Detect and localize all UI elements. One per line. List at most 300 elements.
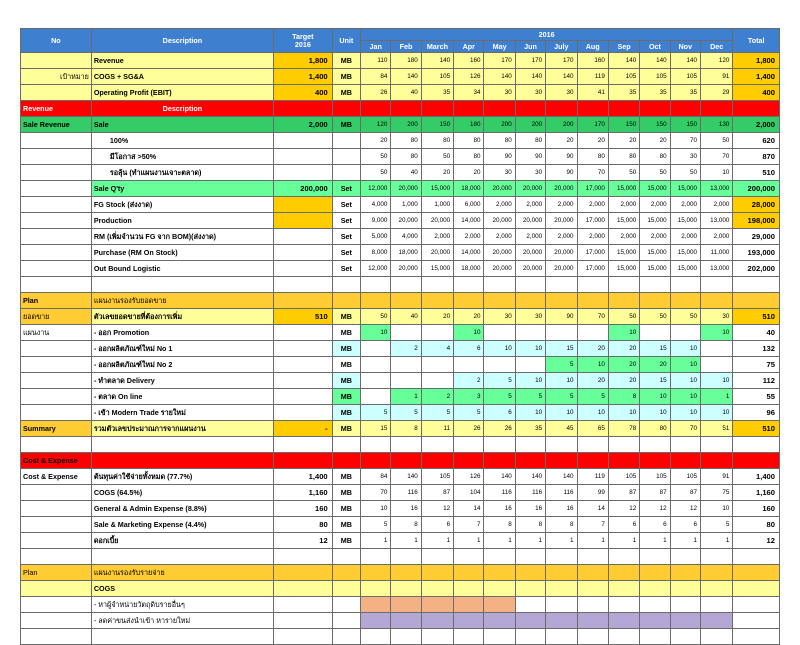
month-value-cell[interactable]: 18,000 bbox=[391, 245, 421, 261]
month-value-cell[interactable]: 10 bbox=[670, 357, 700, 373]
row-unit-cell[interactable] bbox=[332, 629, 360, 645]
row-total-cell[interactable]: 870 bbox=[733, 149, 780, 165]
month-value-cell[interactable]: 15,000 bbox=[608, 261, 639, 277]
month-value-cell[interactable] bbox=[391, 581, 421, 597]
month-value-cell[interactable]: 116 bbox=[391, 485, 421, 501]
row-description-cell[interactable]: - ออกผลิตภัณฑ์ใหม่ No 2 bbox=[91, 357, 273, 373]
month-value-cell[interactable] bbox=[484, 565, 515, 581]
month-value-cell[interactable] bbox=[515, 581, 545, 597]
month-value-cell[interactable] bbox=[670, 437, 700, 453]
month-value-cell[interactable] bbox=[515, 565, 545, 581]
row-unit-cell[interactable]: Set bbox=[332, 245, 360, 261]
row-target-cell[interactable] bbox=[273, 453, 332, 469]
month-value-cell[interactable]: 116 bbox=[546, 485, 577, 501]
row-target-cell[interactable] bbox=[273, 165, 332, 181]
row-unit-cell[interactable] bbox=[332, 565, 360, 581]
month-value-cell[interactable] bbox=[454, 437, 484, 453]
row-target-cell[interactable] bbox=[273, 613, 332, 629]
month-value-cell[interactable]: 91 bbox=[700, 69, 732, 85]
month-value-cell[interactable] bbox=[640, 597, 670, 613]
month-value-cell[interactable] bbox=[546, 565, 577, 581]
month-value-cell[interactable] bbox=[391, 453, 421, 469]
row-total-cell[interactable]: 112 bbox=[733, 373, 780, 389]
row-category-cell[interactable] bbox=[21, 197, 92, 213]
row-target-cell[interactable]: 510 bbox=[273, 309, 332, 325]
row-category-cell[interactable] bbox=[21, 405, 92, 421]
month-value-cell[interactable] bbox=[700, 613, 732, 629]
month-value-cell[interactable]: 10 bbox=[608, 405, 639, 421]
row-total-cell[interactable]: 202,000 bbox=[733, 261, 780, 277]
month-value-cell[interactable]: 10 bbox=[484, 341, 515, 357]
month-value-cell[interactable] bbox=[670, 277, 700, 293]
month-value-cell[interactable]: 20,000 bbox=[484, 245, 515, 261]
month-value-cell[interactable] bbox=[577, 277, 608, 293]
month-value-cell[interactable]: 87 bbox=[608, 485, 639, 501]
month-value-cell[interactable]: 15,000 bbox=[670, 245, 700, 261]
row-unit-cell[interactable]: Set bbox=[332, 197, 360, 213]
row-target-cell[interactable] bbox=[273, 277, 332, 293]
month-value-cell[interactable]: 20,000 bbox=[515, 261, 545, 277]
row-category-cell[interactable] bbox=[21, 373, 92, 389]
month-value-cell[interactable] bbox=[391, 101, 421, 117]
month-value-cell[interactable] bbox=[700, 357, 732, 373]
month-value-cell[interactable]: 50 bbox=[700, 133, 732, 149]
row-total-cell[interactable]: 620 bbox=[733, 133, 780, 149]
month-value-cell[interactable]: 10 bbox=[577, 405, 608, 421]
row-unit-cell[interactable]: MB bbox=[332, 341, 360, 357]
month-value-cell[interactable]: 15 bbox=[640, 373, 670, 389]
month-value-cell[interactable]: 5 bbox=[700, 517, 732, 533]
row-description-cell[interactable]: COGS (64.5%) bbox=[91, 485, 273, 501]
row-unit-cell[interactable]: MB bbox=[332, 389, 360, 405]
month-value-cell[interactable] bbox=[608, 597, 639, 613]
month-value-cell[interactable]: 35 bbox=[515, 421, 545, 437]
month-value-cell[interactable]: 116 bbox=[515, 485, 545, 501]
month-value-cell[interactable] bbox=[484, 277, 515, 293]
row-description-cell[interactable] bbox=[91, 453, 273, 469]
month-value-cell[interactable]: 80 bbox=[608, 149, 639, 165]
month-value-cell[interactable]: 15,000 bbox=[640, 181, 670, 197]
month-value-cell[interactable] bbox=[577, 437, 608, 453]
month-value-cell[interactable]: 4,000 bbox=[391, 229, 421, 245]
month-value-cell[interactable]: 140 bbox=[484, 69, 515, 85]
row-total-cell[interactable]: 510 bbox=[733, 309, 780, 325]
month-value-cell[interactable]: 10 bbox=[670, 405, 700, 421]
month-value-cell[interactable] bbox=[515, 293, 545, 309]
row-description-cell[interactable]: Sale Q'ty bbox=[91, 181, 273, 197]
row-category-cell[interactable] bbox=[21, 581, 92, 597]
month-value-cell[interactable] bbox=[700, 581, 732, 597]
month-value-cell[interactable]: 2,000 bbox=[515, 197, 545, 213]
row-target-cell[interactable]: 400 bbox=[273, 85, 332, 101]
month-value-cell[interactable]: 41 bbox=[577, 85, 608, 101]
row-description-cell[interactable]: Sale & Marketing Expense (4.4%) bbox=[91, 517, 273, 533]
month-value-cell[interactable]: 30 bbox=[670, 149, 700, 165]
month-value-cell[interactable]: 65 bbox=[577, 421, 608, 437]
month-value-cell[interactable]: 105 bbox=[608, 69, 639, 85]
row-total-cell[interactable]: 40 bbox=[733, 325, 780, 341]
row-unit-cell[interactable] bbox=[332, 133, 360, 149]
month-value-cell[interactable]: 5 bbox=[391, 405, 421, 421]
month-value-cell[interactable] bbox=[391, 277, 421, 293]
month-value-cell[interactable]: 11,000 bbox=[700, 245, 732, 261]
month-value-cell[interactable]: 7 bbox=[577, 517, 608, 533]
month-value-cell[interactable]: 2,000 bbox=[640, 229, 670, 245]
month-value-cell[interactable] bbox=[546, 293, 577, 309]
row-description-cell[interactable] bbox=[91, 629, 273, 645]
row-unit-cell[interactable]: MB bbox=[332, 117, 360, 133]
month-value-cell[interactable] bbox=[546, 453, 577, 469]
month-value-cell[interactable] bbox=[361, 389, 391, 405]
row-description-cell[interactable]: แผนงานรองรับยอดขาย bbox=[91, 293, 273, 309]
month-value-cell[interactable] bbox=[700, 437, 732, 453]
row-description-cell[interactable] bbox=[91, 549, 273, 565]
month-value-cell[interactable]: 3 bbox=[454, 389, 484, 405]
month-value-cell[interactable]: 6 bbox=[640, 517, 670, 533]
month-value-cell[interactable]: 15,000 bbox=[640, 245, 670, 261]
row-total-cell[interactable]: 2,000 bbox=[733, 117, 780, 133]
month-value-cell[interactable] bbox=[391, 373, 421, 389]
month-value-cell[interactable] bbox=[361, 341, 391, 357]
row-description-cell[interactable]: รอลุ้น (ทำแผนงานเจาะตลาด) bbox=[91, 165, 273, 181]
month-value-cell[interactable] bbox=[361, 613, 391, 629]
month-value-cell[interactable]: 1,000 bbox=[391, 197, 421, 213]
month-value-cell[interactable] bbox=[608, 437, 639, 453]
month-value-cell[interactable]: 6 bbox=[454, 341, 484, 357]
month-value-cell[interactable]: 35 bbox=[421, 85, 453, 101]
month-value-cell[interactable]: 20,000 bbox=[421, 245, 453, 261]
month-value-cell[interactable]: 50 bbox=[670, 309, 700, 325]
row-category-cell[interactable] bbox=[21, 85, 92, 101]
month-value-cell[interactable]: 140 bbox=[640, 53, 670, 69]
month-value-cell[interactable]: 1 bbox=[361, 533, 391, 549]
month-value-cell[interactable] bbox=[640, 613, 670, 629]
month-value-cell[interactable] bbox=[421, 453, 453, 469]
month-value-cell[interactable]: 12,000 bbox=[361, 181, 391, 197]
row-unit-cell[interactable] bbox=[332, 277, 360, 293]
row-total-cell[interactable] bbox=[733, 613, 780, 629]
row-unit-cell[interactable]: MB bbox=[332, 533, 360, 549]
row-total-cell[interactable] bbox=[733, 549, 780, 565]
row-target-cell[interactable]: 1,400 bbox=[273, 469, 332, 485]
month-value-cell[interactable]: 140 bbox=[515, 69, 545, 85]
row-description-cell[interactable]: Revenue bbox=[91, 53, 273, 69]
row-description-cell[interactable]: Sale bbox=[91, 117, 273, 133]
month-value-cell[interactable] bbox=[546, 629, 577, 645]
month-value-cell[interactable] bbox=[454, 629, 484, 645]
row-target-cell[interactable] bbox=[273, 549, 332, 565]
month-value-cell[interactable] bbox=[608, 277, 639, 293]
month-value-cell[interactable] bbox=[577, 293, 608, 309]
month-value-cell[interactable]: 200 bbox=[391, 117, 421, 133]
month-value-cell[interactable]: 2,000 bbox=[608, 229, 639, 245]
row-total-cell[interactable] bbox=[733, 581, 780, 597]
month-value-cell[interactable]: 170 bbox=[577, 117, 608, 133]
row-category-cell[interactable]: Revenue bbox=[21, 101, 92, 117]
month-value-cell[interactable] bbox=[454, 565, 484, 581]
month-value-cell[interactable]: 30 bbox=[546, 85, 577, 101]
month-value-cell[interactable] bbox=[700, 565, 732, 581]
month-value-cell[interactable] bbox=[640, 565, 670, 581]
row-category-cell[interactable] bbox=[21, 501, 92, 517]
row-total-cell[interactable]: 160 bbox=[733, 501, 780, 517]
month-value-cell[interactable]: 14 bbox=[454, 501, 484, 517]
month-value-cell[interactable]: 30 bbox=[515, 85, 545, 101]
month-value-cell[interactable]: 8 bbox=[608, 389, 639, 405]
month-value-cell[interactable] bbox=[670, 613, 700, 629]
row-description-cell[interactable]: - ลดค่าขนส่งนำเข้า หารายใหม่ bbox=[91, 613, 273, 629]
row-total-cell[interactable] bbox=[733, 453, 780, 469]
month-value-cell[interactable]: 30 bbox=[700, 309, 732, 325]
row-total-cell[interactable]: 510 bbox=[733, 165, 780, 181]
row-description-cell[interactable]: Operating Profit (EBIT) bbox=[91, 85, 273, 101]
month-value-cell[interactable]: 15 bbox=[640, 341, 670, 357]
month-value-cell[interactable] bbox=[577, 101, 608, 117]
month-value-cell[interactable]: 1 bbox=[608, 533, 639, 549]
row-unit-cell[interactable] bbox=[332, 613, 360, 629]
month-value-cell[interactable]: 20 bbox=[577, 373, 608, 389]
month-value-cell[interactable]: 13,000 bbox=[700, 181, 732, 197]
month-value-cell[interactable] bbox=[515, 597, 545, 613]
month-value-cell[interactable] bbox=[361, 549, 391, 565]
month-value-cell[interactable]: 80 bbox=[391, 133, 421, 149]
month-value-cell[interactable] bbox=[577, 597, 608, 613]
row-category-cell[interactable] bbox=[21, 229, 92, 245]
month-value-cell[interactable]: 1 bbox=[391, 533, 421, 549]
row-description-cell[interactable]: รวมตัวเลขประมาณการจากแผนงาน bbox=[91, 421, 273, 437]
month-value-cell[interactable]: 17,000 bbox=[577, 245, 608, 261]
month-value-cell[interactable] bbox=[640, 101, 670, 117]
month-value-cell[interactable]: 70 bbox=[361, 485, 391, 501]
month-value-cell[interactable]: 2,000 bbox=[640, 197, 670, 213]
month-value-cell[interactable]: 16 bbox=[484, 501, 515, 517]
month-value-cell[interactable]: 10 bbox=[700, 501, 732, 517]
row-unit-cell[interactable] bbox=[332, 165, 360, 181]
row-category-cell[interactable] bbox=[21, 245, 92, 261]
month-value-cell[interactable] bbox=[640, 277, 670, 293]
month-value-cell[interactable]: 2,000 bbox=[670, 197, 700, 213]
month-value-cell[interactable] bbox=[670, 565, 700, 581]
month-value-cell[interactable] bbox=[391, 437, 421, 453]
month-value-cell[interactable]: 90 bbox=[546, 149, 577, 165]
month-value-cell[interactable]: 70 bbox=[577, 165, 608, 181]
month-value-cell[interactable]: 10 bbox=[454, 325, 484, 341]
month-value-cell[interactable]: 14,000 bbox=[454, 245, 484, 261]
month-value-cell[interactable]: 110 bbox=[361, 53, 391, 69]
month-value-cell[interactable] bbox=[391, 565, 421, 581]
month-value-cell[interactable]: 20 bbox=[608, 133, 639, 149]
month-value-cell[interactable]: 10 bbox=[608, 325, 639, 341]
month-value-cell[interactable]: 8 bbox=[391, 517, 421, 533]
month-value-cell[interactable] bbox=[670, 101, 700, 117]
month-value-cell[interactable]: 50 bbox=[608, 165, 639, 181]
month-value-cell[interactable] bbox=[391, 357, 421, 373]
row-unit-cell[interactable]: MB bbox=[332, 485, 360, 501]
month-value-cell[interactable]: 5 bbox=[361, 517, 391, 533]
month-value-cell[interactable]: 140 bbox=[421, 53, 453, 69]
month-value-cell[interactable] bbox=[515, 325, 545, 341]
row-description-cell[interactable]: Out Bound Logistic bbox=[91, 261, 273, 277]
month-value-cell[interactable]: 51 bbox=[700, 421, 732, 437]
month-value-cell[interactable] bbox=[484, 549, 515, 565]
month-value-cell[interactable] bbox=[515, 549, 545, 565]
month-value-cell[interactable]: 10 bbox=[361, 501, 391, 517]
row-unit-cell[interactable]: MB bbox=[332, 53, 360, 69]
row-target-cell[interactable]: 80 bbox=[273, 517, 332, 533]
row-description-cell[interactable] bbox=[91, 277, 273, 293]
month-value-cell[interactable] bbox=[608, 565, 639, 581]
row-target-cell[interactable] bbox=[273, 437, 332, 453]
month-value-cell[interactable] bbox=[546, 597, 577, 613]
month-value-cell[interactable] bbox=[454, 549, 484, 565]
month-value-cell[interactable]: 12 bbox=[608, 501, 639, 517]
month-value-cell[interactable]: 170 bbox=[515, 53, 545, 69]
month-value-cell[interactable] bbox=[546, 549, 577, 565]
month-value-cell[interactable]: 45 bbox=[546, 421, 577, 437]
month-value-cell[interactable]: 10 bbox=[670, 373, 700, 389]
month-value-cell[interactable]: 1 bbox=[700, 533, 732, 549]
row-description-cell[interactable]: - ออกผลิตภัณฑ์ใหม่ No 1 bbox=[91, 341, 273, 357]
month-value-cell[interactable]: 12,000 bbox=[361, 261, 391, 277]
month-value-cell[interactable]: 50 bbox=[640, 309, 670, 325]
month-value-cell[interactable] bbox=[546, 277, 577, 293]
month-value-cell[interactable]: 16 bbox=[515, 501, 545, 517]
month-value-cell[interactable]: 140 bbox=[546, 469, 577, 485]
row-target-cell[interactable] bbox=[273, 389, 332, 405]
month-value-cell[interactable]: 70 bbox=[700, 149, 732, 165]
month-value-cell[interactable]: 80 bbox=[577, 149, 608, 165]
month-value-cell[interactable] bbox=[670, 325, 700, 341]
month-value-cell[interactable]: 20 bbox=[608, 357, 639, 373]
month-value-cell[interactable]: 84 bbox=[361, 469, 391, 485]
month-value-cell[interactable]: 8,000 bbox=[361, 245, 391, 261]
month-value-cell[interactable] bbox=[361, 581, 391, 597]
month-value-cell[interactable]: 12 bbox=[670, 501, 700, 517]
month-value-cell[interactable]: 105 bbox=[421, 69, 453, 85]
month-value-cell[interactable]: 90 bbox=[515, 149, 545, 165]
month-value-cell[interactable] bbox=[577, 565, 608, 581]
month-value-cell[interactable] bbox=[640, 453, 670, 469]
month-value-cell[interactable]: 105 bbox=[608, 469, 639, 485]
row-total-cell[interactable]: 400 bbox=[733, 85, 780, 101]
month-value-cell[interactable] bbox=[421, 325, 453, 341]
month-value-cell[interactable]: 50 bbox=[361, 309, 391, 325]
row-category-cell[interactable] bbox=[21, 213, 92, 229]
month-value-cell[interactable]: 4 bbox=[421, 341, 453, 357]
month-value-cell[interactable]: 80 bbox=[421, 133, 453, 149]
row-description-cell[interactable]: FG Stock (ส่งงาด) bbox=[91, 197, 273, 213]
month-value-cell[interactable]: 10 bbox=[700, 373, 732, 389]
month-value-cell[interactable]: 10 bbox=[546, 405, 577, 421]
row-target-cell[interactable] bbox=[273, 629, 332, 645]
month-value-cell[interactable]: 29 bbox=[700, 85, 732, 101]
month-value-cell[interactable]: 15,000 bbox=[421, 181, 453, 197]
month-value-cell[interactable] bbox=[640, 549, 670, 565]
month-value-cell[interactable]: 18,000 bbox=[454, 261, 484, 277]
month-value-cell[interactable] bbox=[454, 581, 484, 597]
row-category-cell[interactable]: Plan bbox=[21, 293, 92, 309]
month-value-cell[interactable]: 20,000 bbox=[515, 213, 545, 229]
month-value-cell[interactable] bbox=[421, 357, 453, 373]
month-value-cell[interactable]: 10 bbox=[670, 389, 700, 405]
month-value-cell[interactable]: 87 bbox=[670, 485, 700, 501]
month-value-cell[interactable]: 20 bbox=[421, 309, 453, 325]
month-value-cell[interactable] bbox=[484, 613, 515, 629]
month-value-cell[interactable]: 10 bbox=[700, 405, 732, 421]
month-value-cell[interactable]: 12 bbox=[421, 501, 453, 517]
row-category-cell[interactable]: Plan bbox=[21, 565, 92, 581]
month-value-cell[interactable]: 1 bbox=[546, 533, 577, 549]
month-value-cell[interactable]: 119 bbox=[577, 69, 608, 85]
month-value-cell[interactable] bbox=[454, 357, 484, 373]
month-value-cell[interactable] bbox=[361, 373, 391, 389]
month-value-cell[interactable]: 2,000 bbox=[515, 229, 545, 245]
month-value-cell[interactable] bbox=[515, 277, 545, 293]
month-value-cell[interactable]: 2,000 bbox=[421, 229, 453, 245]
month-value-cell[interactable]: 200 bbox=[546, 117, 577, 133]
month-value-cell[interactable]: 20 bbox=[454, 309, 484, 325]
month-value-cell[interactable]: 26 bbox=[361, 85, 391, 101]
row-category-cell[interactable] bbox=[21, 133, 92, 149]
month-value-cell[interactable] bbox=[391, 549, 421, 565]
row-unit-cell[interactable] bbox=[332, 101, 360, 117]
row-category-cell[interactable] bbox=[21, 53, 92, 69]
month-value-cell[interactable]: 2,000 bbox=[670, 229, 700, 245]
month-value-cell[interactable] bbox=[391, 613, 421, 629]
row-total-cell[interactable]: 28,000 bbox=[733, 197, 780, 213]
row-category-cell[interactable] bbox=[21, 165, 92, 181]
row-description-cell[interactable]: - ทำตลาด Delivery bbox=[91, 373, 273, 389]
row-total-cell[interactable]: 29,000 bbox=[733, 229, 780, 245]
row-unit-cell[interactable]: MB bbox=[332, 69, 360, 85]
row-category-cell[interactable] bbox=[21, 517, 92, 533]
row-unit-cell[interactable] bbox=[332, 453, 360, 469]
month-value-cell[interactable]: 35 bbox=[608, 85, 639, 101]
month-value-cell[interactable] bbox=[484, 293, 515, 309]
month-value-cell[interactable]: 6 bbox=[484, 405, 515, 421]
month-value-cell[interactable] bbox=[515, 613, 545, 629]
row-unit-cell[interactable]: MB bbox=[332, 517, 360, 533]
month-value-cell[interactable] bbox=[577, 453, 608, 469]
month-value-cell[interactable]: 20,000 bbox=[515, 245, 545, 261]
row-total-cell[interactable]: 1,400 bbox=[733, 469, 780, 485]
row-target-cell[interactable]: 1,160 bbox=[273, 485, 332, 501]
row-unit-cell[interactable] bbox=[332, 149, 360, 165]
month-value-cell[interactable]: 6 bbox=[421, 517, 453, 533]
row-category-cell[interactable]: Sale Revenue bbox=[21, 117, 92, 133]
month-value-cell[interactable]: 2,000 bbox=[454, 229, 484, 245]
row-description-cell[interactable]: Description bbox=[91, 101, 273, 117]
row-total-cell[interactable] bbox=[733, 293, 780, 309]
month-value-cell[interactable]: 5 bbox=[577, 389, 608, 405]
month-value-cell[interactable] bbox=[515, 453, 545, 469]
month-value-cell[interactable]: 40 bbox=[391, 309, 421, 325]
month-value-cell[interactable]: 105 bbox=[640, 469, 670, 485]
month-value-cell[interactable]: 10 bbox=[546, 373, 577, 389]
month-value-cell[interactable] bbox=[361, 565, 391, 581]
row-target-cell[interactable] bbox=[273, 197, 332, 213]
month-value-cell[interactable]: 5 bbox=[484, 389, 515, 405]
month-value-cell[interactable] bbox=[700, 277, 732, 293]
month-value-cell[interactable]: 20 bbox=[454, 165, 484, 181]
month-value-cell[interactable]: 20,000 bbox=[546, 245, 577, 261]
month-value-cell[interactable]: 17,000 bbox=[577, 261, 608, 277]
row-total-cell[interactable]: 1,160 bbox=[733, 485, 780, 501]
month-value-cell[interactable] bbox=[670, 629, 700, 645]
month-value-cell[interactable]: 75 bbox=[700, 485, 732, 501]
month-value-cell[interactable]: 35 bbox=[670, 85, 700, 101]
month-value-cell[interactable]: 140 bbox=[515, 469, 545, 485]
